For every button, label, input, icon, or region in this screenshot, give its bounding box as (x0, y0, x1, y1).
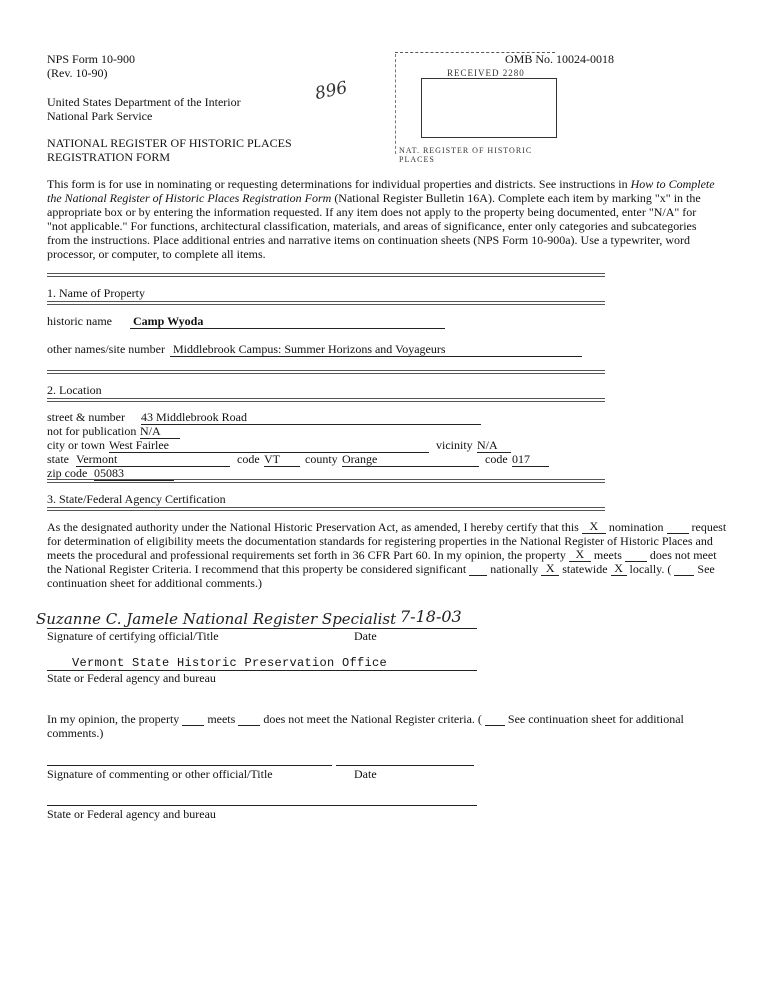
register-title: NATIONAL REGISTER OF HISTORIC PLACES (47, 136, 292, 150)
other-names-value: Middlebrook Campus: Summer Horizons and Voyageurs (173, 342, 446, 356)
not-for-publication-label: not for publication (47, 424, 137, 438)
other-names-label: other names/site number (47, 342, 165, 356)
certifying-signature-date: 7-18-03 (400, 607, 462, 626)
handwritten-number: 896 (313, 77, 350, 105)
county-value: Orange (342, 452, 378, 466)
state-value: Vermont (76, 452, 118, 466)
nomination-mark: X (582, 520, 606, 534)
received-stamp (395, 50, 560, 168)
vicinity-field (477, 438, 511, 453)
certification-line-5: continuation sheet for additional comments.) (47, 576, 262, 590)
certification-line-3: meets the procedural and professional requirements set forth in 36 CFR Part 60. In my opinion, the property X meets does not meet (47, 547, 717, 562)
opinion-see-mark (485, 725, 505, 726)
not-for-publication-field (140, 424, 180, 439)
county-field (342, 452, 479, 467)
opinion-does-not-meet-mark (238, 725, 260, 726)
zip-value: 05083 (94, 466, 124, 480)
section-divider (47, 507, 605, 511)
historic-name-label: historic name (47, 314, 112, 328)
section-divider (47, 398, 605, 402)
instructions-paragraph: This form is for use in nominating or requesting determinations for individual properties and districts. See instructions in How to Complete the National Register of Historic Places Registration Form (National Register Bulletin 16A). Complete each item by marking "x" in the appropriate box or by entering the information requested. If any item does not apply to the property being documented, enter "N/A" for "not applicable." For functions, architectural classification, materials, and areas of significance, enter only categories and subcategories from the instructions. Place additional entries and narrative items on continuation sheets (NPS Form 10-900a). Use a typewriter, word processor, or computer, to complete all items. (47, 177, 715, 261)
form-title: REGISTRATION FORM (47, 150, 171, 164)
state-field (76, 452, 230, 467)
historic-name-value: Camp Wyoda (133, 314, 204, 328)
section-divider (47, 479, 605, 483)
other-names-field (170, 342, 582, 357)
service: National Park Service (47, 109, 153, 123)
commenting-date-label: Date (354, 767, 377, 781)
stamp-received-text: RECEIVED 2280 (447, 68, 525, 78)
vicinity-value: N/A (477, 438, 498, 452)
commenting-date-line (336, 765, 474, 766)
certifying-signature: Suzanne C. Jamele National Register Specialist (36, 610, 397, 628)
county-code-field (512, 452, 549, 467)
form-revision: (Rev. 10-90) (47, 66, 108, 80)
county-label: county (305, 452, 338, 466)
state-label: state (47, 452, 69, 466)
section2-heading: 2. Location (47, 383, 102, 397)
zip-label: zip code (47, 466, 88, 480)
agency2-label: State or Federal agency and bureau (47, 807, 216, 821)
see-continuation-mark (674, 575, 694, 576)
form-number: NPS Form 10-900 (47, 52, 136, 66)
certification-line-2: for determination of eligibility meets the documentation standards for registering properties in the National Register of Historic Places and (47, 534, 713, 548)
section-divider (47, 273, 605, 277)
certification-line-1: As the designated authority under the National Historic Preservation Act, as amended, I hereby certify that this X nomination request (47, 519, 727, 534)
state-code-label: code (237, 452, 260, 466)
state-code-field (264, 452, 300, 467)
city-value: West Fairlee (109, 438, 170, 452)
stamp-bottom-text: NAT. REGISTER OF HISTORIC PLACES (399, 146, 533, 164)
section-divider (47, 301, 605, 305)
certifying-date-label: Date (354, 629, 377, 643)
statewide-mark: X (541, 562, 559, 576)
commenting-signature-label: Signature of commenting or other official/Title (47, 767, 273, 781)
certifying-signature-label: Signature of certifying official/Title (47, 629, 219, 643)
county-code-value: 017 (512, 452, 530, 466)
section1-heading: 1. Name of Property (47, 286, 145, 300)
section3-heading: 3. State/Federal Agency Certification (47, 492, 226, 506)
opinion-line-2: comments.) (47, 726, 104, 740)
agency-label: State or Federal agency and bureau (47, 671, 216, 685)
nationally-mark (469, 575, 487, 576)
city-field (109, 438, 429, 453)
not-for-publication-value: N/A (140, 424, 161, 438)
street-value: 43 Middlebrook Road (141, 410, 247, 424)
certification-line-4: the National Register Criteria. I recommend that this property be considered significant nationally X statewide X locally. ( See (47, 561, 715, 576)
locally-mark: X (611, 562, 627, 576)
county-code-label: code (485, 452, 508, 466)
section-divider (47, 370, 605, 374)
certifying-agency: Vermont State Historic Preservation Office (72, 656, 388, 670)
vicinity-label: vicinity (436, 438, 473, 452)
stamp-box (421, 78, 557, 138)
street-label: street & number (47, 410, 125, 424)
agency2-line (47, 805, 477, 806)
meets-mark: X (569, 548, 591, 562)
opinion-line-1: In my opinion, the property meets does not meet the National Register criteria. ( See continuation sheet for additional (47, 712, 684, 726)
street-field (141, 410, 481, 425)
city-label: city or town (47, 438, 105, 452)
opinion-meets-mark (182, 725, 204, 726)
commenting-signature-line (47, 765, 332, 766)
historic-name-field (130, 314, 445, 329)
department: United States Department of the Interior (47, 95, 241, 109)
omb-number: OMB No. 10024-0018 (505, 52, 615, 66)
state-code-value: VT (264, 452, 280, 466)
